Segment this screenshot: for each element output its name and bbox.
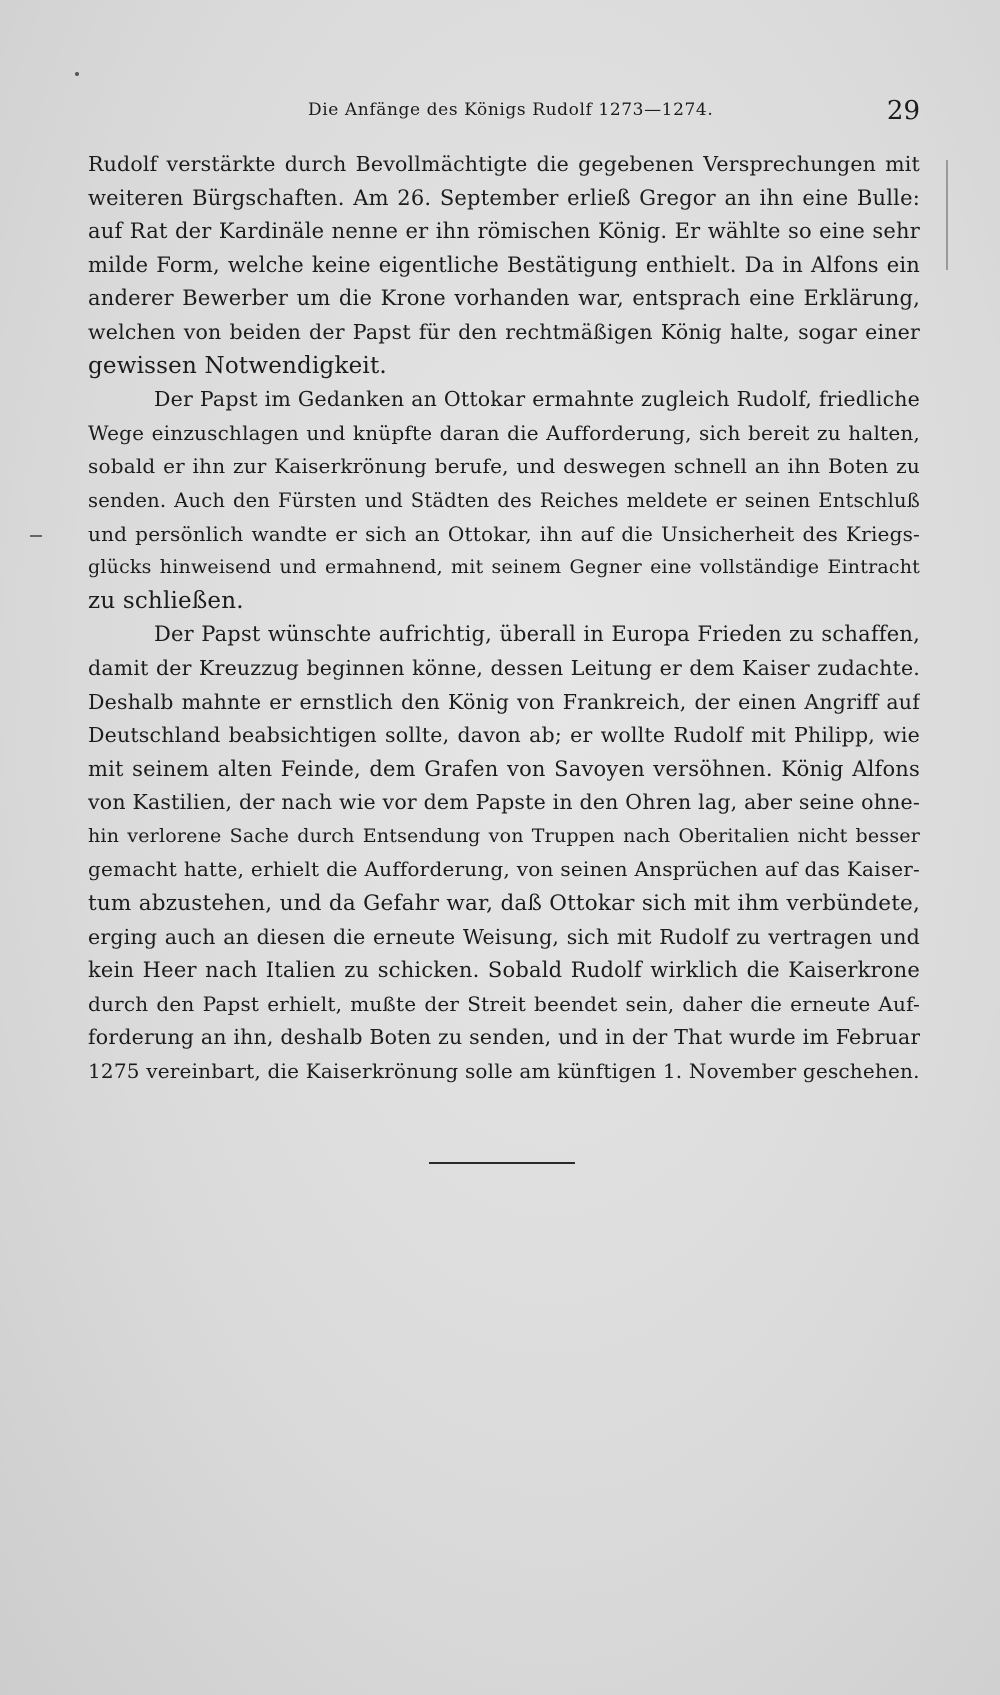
text-line: Der Papst wünschte aufrichtig, überall in Europa Frieden zu schaffen,	[154, 622, 920, 647]
text-line: weiteren Bürgschaften. Am 26. September erließ Gregor an ihn eine Bulle:	[88, 185, 920, 210]
scan-speck	[75, 72, 79, 76]
page-header	[88, 96, 920, 136]
text-line: welchen von beiden der Papst für den rechtmäßigen König halte, sogar einer	[88, 319, 920, 344]
text-line: auf Rat der Kardinäle nenne er ihn römischen König. Er wählte so eine sehr	[88, 219, 920, 244]
text-line: kein Heer nach Italien zu schicken. Sobald Rudolf wirklich die Kaiserkrone	[88, 958, 920, 983]
text-line: hin verlorene Sache durch Entsendung von Truppen nach Oberitalien nicht besser	[88, 824, 920, 847]
text-line: milde Form, welche keine eigentliche Bestätigung enthielt. Da in Alfons ein	[88, 252, 920, 277]
text-line: tum abzustehen, und da Gefahr war, daß Ottokar sich mit ihm verbündete,	[88, 891, 920, 917]
text-line: gewissen Notwendigkeit.	[88, 352, 387, 379]
text-line: forderung an ihn, deshalb Boten zu senden, und in der That wurde im Februar	[88, 1025, 920, 1050]
text-line: Wege einzuschlagen und knüpfte daran die Aufforderung, sich bereit zu halten,	[88, 420, 920, 445]
paragraph-2	[88, 383, 920, 618]
margin-line-mark	[946, 160, 948, 270]
text-line: Rudolf verstärkte durch Bevollmächtigte die gegebenen Versprechungen mit	[88, 152, 920, 176]
text-line: glücks hinweisend und ermahnend, mit seinem Gegner eine vollständige Eintracht	[88, 556, 920, 579]
page-number: 29	[886, 96, 920, 126]
text-line: sobald er ihn zur Kaiserkrönung berufe, und deswegen schnell an ihn Boten zu	[88, 454, 920, 479]
paragraph-1	[88, 148, 920, 383]
text-line: senden. Auch den Fürsten und Städten des Reiches meldete er seinen Entschluß	[88, 488, 920, 512]
text-line: und persönlich wandte er sich an Ottokar, ihn auf die Unsicherheit des Kriegs-	[88, 521, 920, 546]
scan-margin-dash	[30, 535, 42, 537]
text-line: mit seinem alten Feinde, dem Grafen von Savoyen versöhnen. König Alfons	[88, 756, 920, 781]
text-line: gemacht hatte, erhielt die Aufforderung, von seinen Ansprüchen auf das Kaiser-	[88, 857, 920, 882]
text-line: von Kastilien, der nach wie vor dem Papste in den Ohren lag, aber seine ohne-	[88, 790, 920, 815]
paragraph-3	[88, 618, 920, 1088]
section-end-rule	[429, 1162, 575, 1164]
text-line: 1275 vereinbart, die Kaiserkrönung solle am künftigen 1. November geschehen.	[88, 1059, 920, 1084]
text-line: durch den Papst erhielt, mußte der Streit beendet sein, daher die erneute Auf-	[88, 991, 920, 1016]
text-line: erging auch an diesen die erneute Weisung, sich mit Rudolf zu vertragen und	[88, 924, 920, 949]
body-text	[88, 148, 920, 1089]
text-line: Deutschland beabsichtigen sollte, davon ab; er wollte Rudolf mit Philipp, wie	[88, 723, 920, 748]
text-line: zu schließen.	[88, 587, 244, 614]
running-title: Die Anfänge des Königs Rudolf 1273—1274.	[308, 100, 714, 120]
text-line: Deshalb mahnte er ernstlich den König von Frankreich, der einen Angriff auf	[88, 689, 920, 714]
text-line: anderer Bewerber um die Krone vorhanden war, entsprach eine Erklärung,	[88, 286, 920, 311]
text-line: Der Papst im Gedanken an Ottokar ermahnte zugleich Rudolf, friedliche	[154, 387, 920, 412]
text-line: damit der Kreuzzug beginnen könne, dessen Leitung er dem Kaiser zudachte.	[88, 655, 920, 680]
